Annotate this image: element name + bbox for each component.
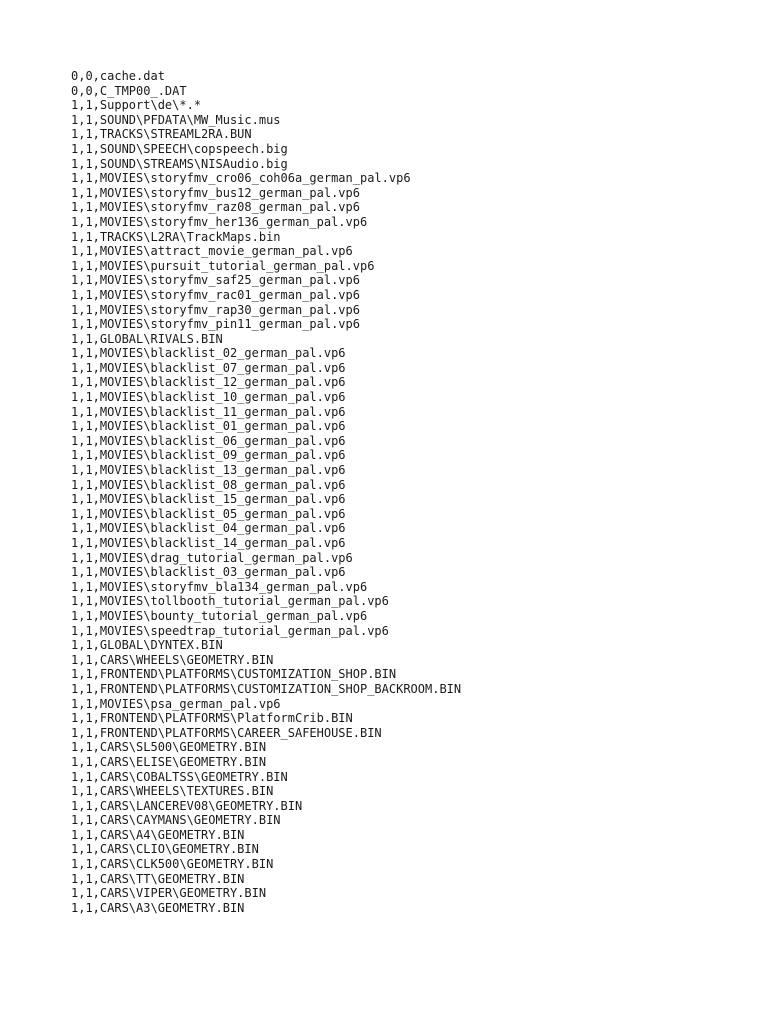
- file-line: 1,1,CARS\CAYMANS\GEOMETRY.BIN: [71, 813, 281, 828]
- file-line: 1,1,FRONTEND\PLATFORMS\CAREER_SAFEHOUSE.BIN: [71, 725, 382, 740]
- file-line: 1,1,MOVIES\tollbooth_tutorial_german_pal.vp6: [71, 594, 389, 609]
- file-line: 1,1,MOVIES\blacklist_08_german_pal.vp6: [71, 477, 346, 492]
- file-line: 1,1,MOVIES\storyfmv_raz08_german_pal.vp6: [71, 200, 360, 215]
- file-line: 1,1,CARS\WHEELS\TEXTURES.BIN: [71, 784, 274, 799]
- file-line: 1,1,CARS\CLIO\GEOMETRY.BIN: [71, 842, 259, 857]
- file-line: 1,1,SOUND\STREAMS\NISAudio.big: [71, 156, 288, 171]
- file-line: 1,1,MOVIES\blacklist_13_german_pal.vp6: [71, 463, 346, 478]
- file-line: 1,1,CARS\CLK500\GEOMETRY.BIN: [71, 857, 274, 872]
- file-line: 1,1,FRONTEND\PLATFORMS\PlatformCrib.BIN: [71, 711, 353, 726]
- file-line: 1,1,MOVIES\storyfmv_bus12_german_pal.vp6: [71, 185, 360, 200]
- file-line: 1,1,MOVIES\blacklist_09_german_pal.vp6: [71, 448, 346, 463]
- file-line: 1,1,CARS\WHEELS\GEOMETRY.BIN: [71, 652, 274, 667]
- file-line: 1,1,MOVIES\storyfmv_rac01_german_pal.vp6: [71, 287, 360, 302]
- file-line: 1,1,CARS\LANCEREV08\GEOMETRY.BIN: [71, 798, 303, 813]
- file-line: 1,1,MOVIES\blacklist_12_german_pal.vp6: [71, 375, 346, 390]
- file-line: 1,1,CARS\COBALTSS\GEOMETRY.BIN: [71, 769, 288, 784]
- file-line: 1,1,MOVIES\psa_german_pal.vp6: [71, 696, 281, 711]
- file-line: 1,1,TRACKS\L2RA\TrackMaps.bin: [71, 229, 281, 244]
- file-line: 1,1,MOVIES\blacklist_02_german_pal.vp6: [71, 346, 346, 361]
- file-line: 1,1,MOVIES\storyfmv_saf25_german_pal.vp6: [71, 273, 360, 288]
- file-line: 1,1,MOVIES\pursuit_tutorial_german_pal.vp6: [71, 258, 375, 273]
- file-line: 1,1,SOUND\SPEECH\copspeech.big: [71, 141, 288, 156]
- file-line: 1,1,CARS\A3\GEOMETRY.BIN: [71, 900, 245, 915]
- file-line: 0,0,cache.dat: [71, 69, 165, 83]
- file-line: 1,1,FRONTEND\PLATFORMS\CUSTOMIZATION_SHOP_BACKROOM.BIN: [71, 681, 462, 696]
- file-line: 1,1,MOVIES\storyfmv_rap30_german_pal.vp6: [71, 302, 360, 317]
- file-line: 1,1,MOVIES\bounty_tutorial_german_pal.vp6: [71, 608, 368, 623]
- file-line: 1,1,MOVIES\blacklist_05_german_pal.vp6: [71, 506, 346, 521]
- file-line: 1,1,CARS\TT\GEOMETRY.BIN: [71, 871, 245, 886]
- file-line: 1,1,GLOBAL\DYNTEX.BIN: [71, 638, 223, 653]
- file-line: 1,1,MOVIES\speedtrap_tutorial_german_pal.vp6: [71, 623, 389, 638]
- file-line: 1,1,MOVIES\blacklist_15_german_pal.vp6: [71, 492, 346, 507]
- file-line: 1,1,CARS\SL500\GEOMETRY.BIN: [71, 740, 267, 755]
- file-line: 1,1,MOVIES\blacklist_07_german_pal.vp6: [71, 360, 346, 375]
- file-line: 1,1,MOVIES\drag_tutorial_german_pal.vp6: [71, 550, 353, 565]
- file-line: 1,1,SOUND\PFDATA\MW_Music.mus: [71, 112, 281, 127]
- file-line: 1,1,MOVIES\blacklist_10_german_pal.vp6: [71, 390, 346, 405]
- file-line: 1,1,MOVIES\storyfmv_cro06_coh06a_german_pal.vp6: [71, 171, 411, 186]
- file-line: 1,1,MOVIES\storyfmv_pin11_german_pal.vp6: [71, 317, 360, 332]
- file-line: 1,1,TRACKS\STREAML2RA.BUN: [71, 127, 252, 142]
- file-line: 0,0,C_TMP00_.DAT: [71, 83, 187, 98]
- file-line: 1,1,MOVIES\blacklist_04_german_pal.vp6: [71, 521, 346, 536]
- file-line: 1,1,CARS\A4\GEOMETRY.BIN: [71, 827, 245, 842]
- file-line: 1,1,MOVIES\storyfmv_bla134_german_pal.vp6: [71, 579, 368, 594]
- file-line: 1,1,CARS\VIPER\GEOMETRY.BIN: [71, 886, 267, 901]
- file-line: 1,1,MOVIES\blacklist_01_german_pal.vp6: [71, 419, 346, 434]
- file-line: 1,1,MOVIES\storyfmv_her136_german_pal.vp6: [71, 214, 368, 229]
- file-line: 1,1,FRONTEND\PLATFORMS\CUSTOMIZATION_SHOP.BIN: [71, 667, 397, 682]
- file-line: 1,1,MOVIES\blacklist_06_german_pal.vp6: [71, 433, 346, 448]
- file-line: 1,1,MOVIES\blacklist_11_german_pal.vp6: [71, 404, 346, 419]
- file-list: [71, 69, 461, 915]
- file-line: 1,1,Support\de\*.*: [71, 98, 202, 113]
- file-line: 1,1,MOVIES\blacklist_14_german_pal.vp6: [71, 536, 346, 550]
- file-line: 1,1,GLOBAL\RIVALS.BIN: [71, 331, 223, 346]
- file-line: 1,1,MOVIES\attract_movie_german_pal.vp6: [71, 244, 353, 259]
- file-line: 1,1,CARS\ELISE\GEOMETRY.BIN: [71, 754, 267, 769]
- file-line: 1,1,MOVIES\blacklist_03_german_pal.vp6: [71, 565, 346, 580]
